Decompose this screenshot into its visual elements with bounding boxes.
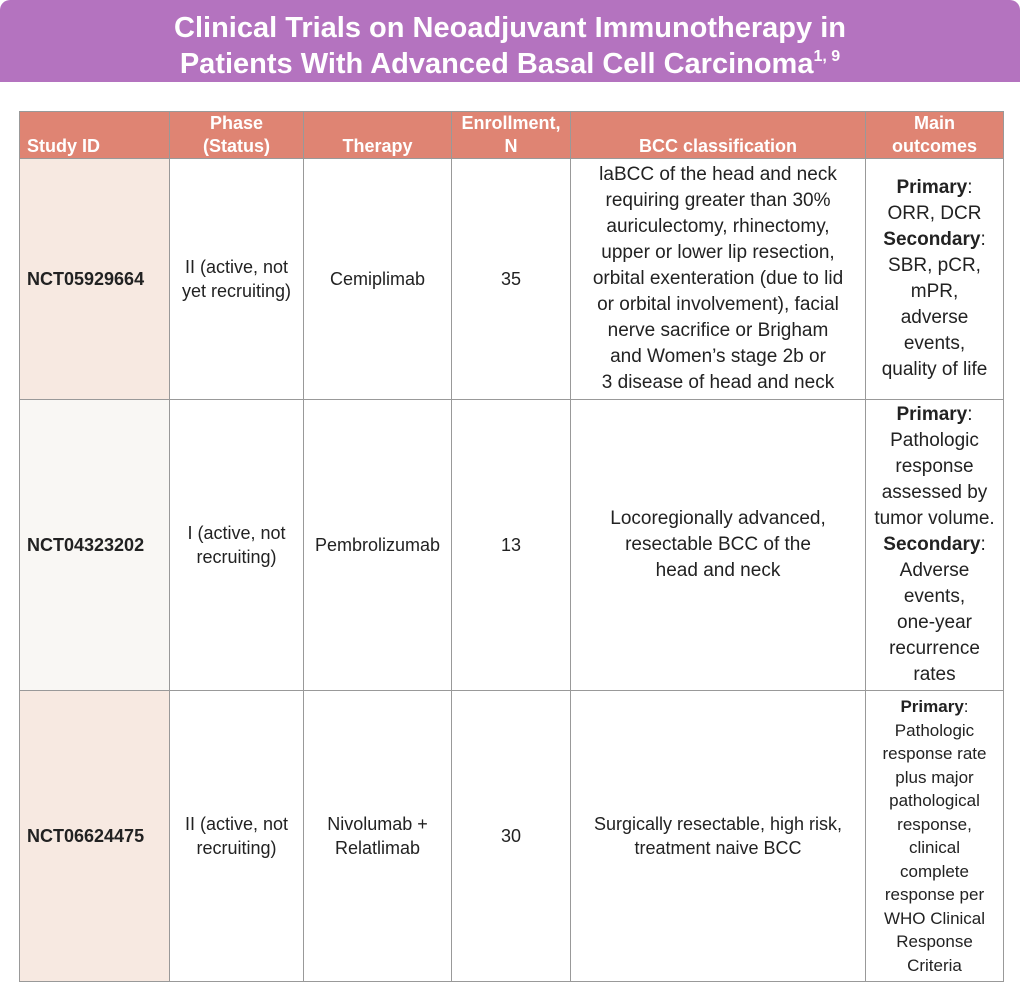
therapy-cell: [304, 691, 452, 982]
title-line-2: [0, 46, 1020, 82]
secondary-heading: Secondary:: [883, 229, 986, 250]
table-row: [20, 691, 1004, 982]
bcc-line: orbital exenteration (due to lid: [592, 268, 844, 289]
col-outcomes-line-2: outcomes: [891, 136, 978, 156]
table-row: [20, 400, 1004, 691]
outcomes-cell: [866, 400, 1004, 691]
outcome-line: response rate: [882, 744, 987, 763]
outcome-line: Pathologic: [894, 720, 975, 740]
outcome-line: Adverse: [899, 560, 970, 581]
bcc-classification-cell: [571, 691, 866, 982]
bcc-line: laBCC of the head and neck: [599, 164, 837, 185]
secondary-label: Secondary: [883, 229, 981, 250]
secondary-label: Secondary: [883, 534, 981, 555]
outcome-line: events,: [903, 333, 966, 354]
bcc-line: Locoregionally advanced,: [610, 508, 826, 529]
outcome-line: Criteria: [907, 955, 962, 975]
col-outcomes-line-1: Main: [913, 113, 955, 133]
primary-heading: Primary:: [900, 697, 969, 716]
table-row: [20, 159, 1004, 400]
col-main-outcomes: [866, 112, 1004, 159]
outcome-line: Response: [896, 932, 973, 951]
phase-line: I (active, not: [187, 523, 286, 543]
col-phase-line-1: Phase: [209, 113, 264, 133]
enrollment-cell: 35: [452, 159, 571, 400]
outcome-line: events,: [903, 586, 966, 607]
col-phase-line-2: (Status): [203, 136, 270, 156]
outcomes-cell: [866, 159, 1004, 400]
title-reference: 1, 9: [813, 48, 841, 65]
outcome-line: Pathologic: [890, 430, 979, 451]
bcc-line: upper or lower lip resection,: [601, 242, 835, 263]
col-therapy: Therapy: [304, 112, 452, 159]
phase-line: recruiting): [196, 838, 277, 858]
outcome-line: recurrence: [889, 638, 980, 659]
phase-line: yet recruiting): [181, 281, 292, 301]
title-line-1: Clinical Trials on Neoadjuvant Immunotherapy in: [174, 12, 846, 44]
phase-line: recruiting): [196, 547, 277, 567]
outcome-line: one-year: [897, 612, 972, 633]
therapy-cell: Pembrolizumab: [304, 400, 452, 691]
outcome-line: clinical: [908, 838, 961, 857]
primary-heading: Primary:: [896, 177, 973, 198]
outcome-line: assessed by: [881, 482, 988, 503]
bcc-line: treatment naive BCC: [634, 838, 802, 858]
outcome-line: tumor volume.: [874, 508, 995, 529]
outcome-line: ORR, DCR: [887, 203, 982, 224]
phase-line: II (active, not: [184, 814, 289, 834]
outcome-line: rates: [913, 664, 956, 685]
trials-table: [19, 111, 1004, 982]
enrollment-cell: 30: [452, 691, 571, 982]
col-bcc-classification: BCC classification: [571, 112, 866, 159]
outcome-line: response: [895, 456, 974, 477]
bcc-line: nerve sacrifice or Brigham: [607, 320, 829, 341]
outcome-line: plus major: [895, 767, 974, 787]
study-id-cell: NCT04323202: [20, 400, 170, 691]
bcc-classification-cell: [571, 400, 866, 691]
bcc-line: auriculectomy, rhinectomy,: [606, 216, 830, 237]
header-row: [20, 112, 1004, 159]
col-enrollment: [452, 112, 571, 159]
bcc-line: or orbital involvement), facial: [597, 294, 839, 315]
outcome-line: complete: [900, 861, 969, 881]
bcc-line: requiring greater than 30%: [605, 190, 831, 211]
title-line-2-text: Patients With Advanced Basal Cell Carcinoma: [179, 48, 814, 80]
outcome-line: adverse: [900, 307, 969, 328]
outcome-line: response per: [884, 885, 985, 904]
outcome-line: pathological: [889, 791, 980, 810]
enrollment-cell: 13: [452, 400, 571, 691]
col-enrollment-line-1: Enrollment,: [461, 113, 561, 133]
phase-line: II (active, not: [184, 257, 289, 277]
bcc-classification-cell: [571, 159, 866, 400]
col-phase: [170, 112, 304, 159]
therapy-line: Nivolumab +: [327, 814, 428, 834]
primary-label: Primary: [896, 404, 968, 425]
title-banner: [0, 0, 1020, 82]
secondary-heading: Secondary:: [883, 534, 986, 555]
outcome-line: SBR, pCR,: [888, 255, 981, 276]
outcome-line: WHO Clinical: [883, 908, 986, 928]
phase-cell: [170, 400, 304, 691]
outcome-line: response,: [897, 814, 972, 834]
primary-label: Primary: [900, 697, 964, 716]
bcc-line: and Women’s stage 2b or: [610, 346, 826, 367]
study-id-cell: NCT05929664: [20, 159, 170, 400]
therapy-line: Relatlimab: [334, 838, 421, 858]
study-id-cell: NCT06624475: [20, 691, 170, 982]
outcomes-cell: [866, 691, 1004, 982]
primary-heading: Primary:: [896, 404, 973, 425]
outcome-line: mPR,: [910, 281, 959, 302]
outcome-line: quality of life: [881, 359, 988, 380]
bcc-line: head and neck: [655, 560, 781, 581]
therapy-cell: Cemiplimab: [304, 159, 452, 400]
phase-cell: [170, 691, 304, 982]
bcc-line: Surgically resectable, high risk,: [593, 814, 843, 834]
bcc-line: resectable BCC of the: [625, 534, 811, 555]
phase-cell: [170, 159, 304, 400]
col-study-id: Study ID: [20, 112, 170, 159]
primary-label: Primary: [896, 177, 968, 198]
col-enrollment-line-2: N: [504, 136, 518, 156]
bcc-line: 3 disease of head and neck: [601, 372, 835, 393]
